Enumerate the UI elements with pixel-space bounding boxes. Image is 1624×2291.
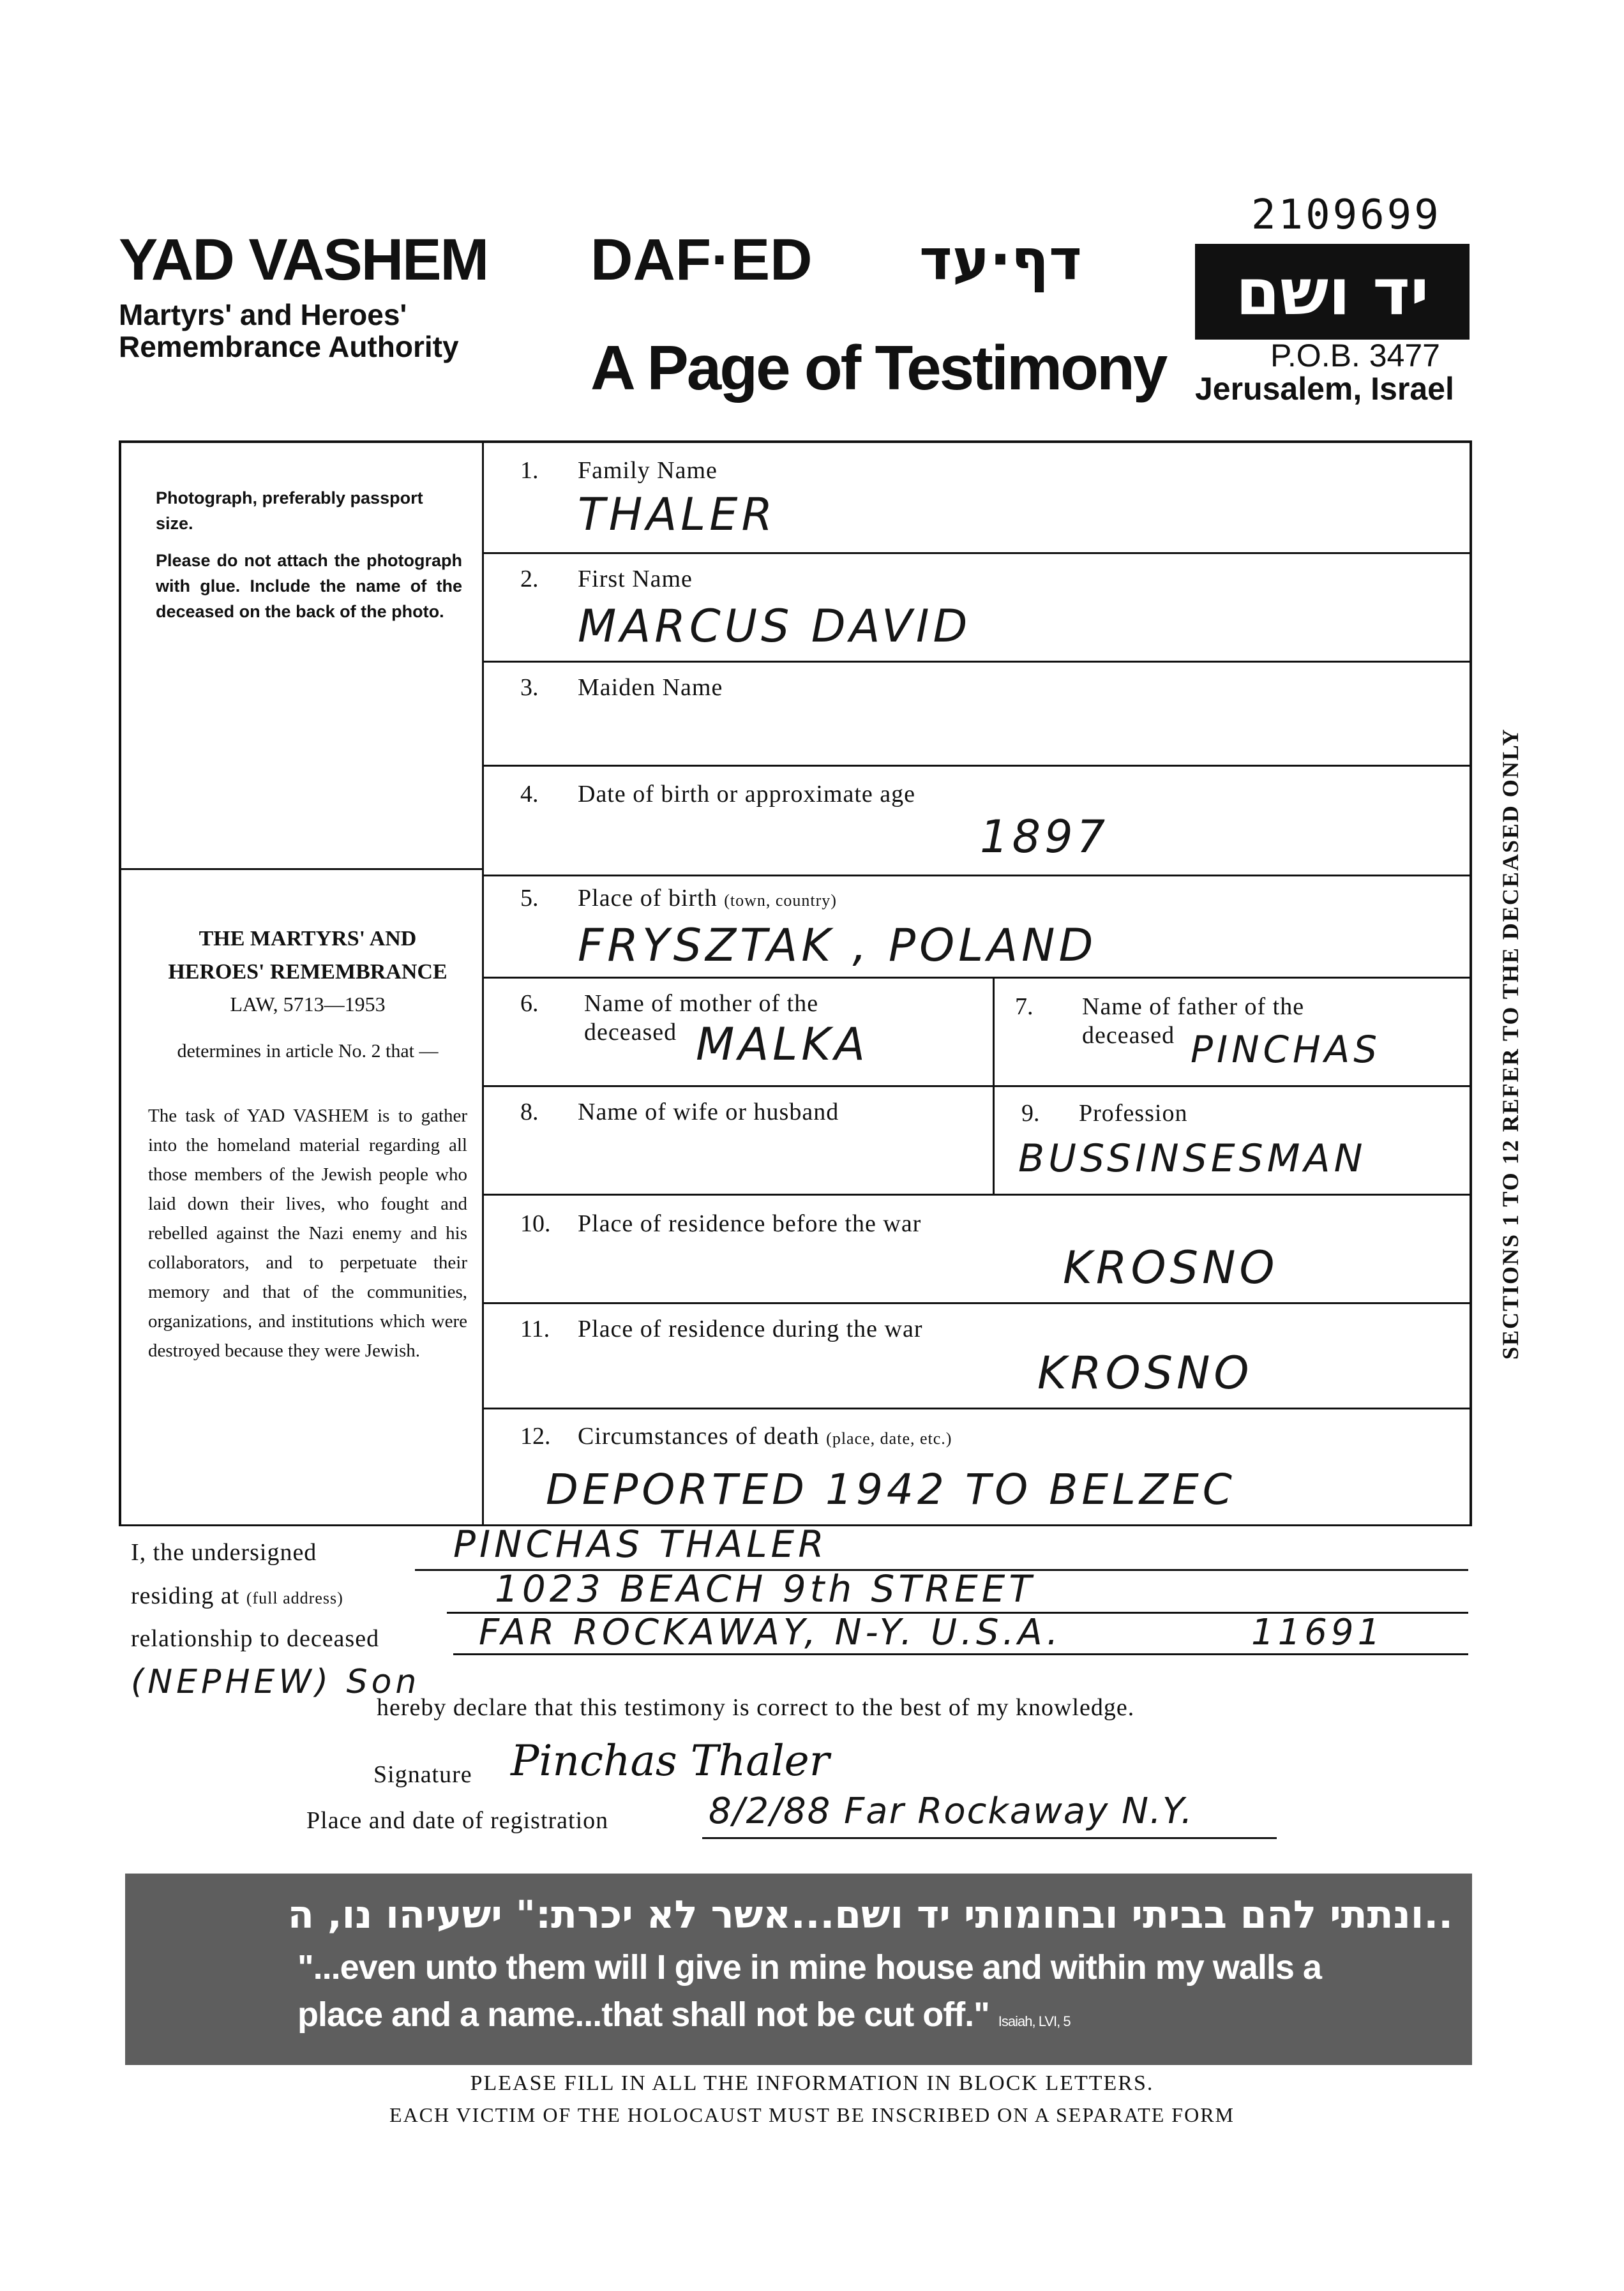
father-deceased-label: deceased — [1082, 1022, 1175, 1049]
daf-ed-title: DAF·ED — [590, 227, 813, 292]
field-11-number: 11. — [520, 1316, 550, 1342]
city: Jerusalem, Israel — [1195, 371, 1454, 407]
field-8-number: 8. — [520, 1099, 539, 1125]
mother-deceased-label: deceased — [584, 1019, 677, 1046]
quote-banner — [125, 1874, 1472, 2065]
profession-label: Profession — [1079, 1100, 1188, 1127]
place-of-birth-note: (town, country) — [724, 891, 837, 910]
field-12-number: 12. — [520, 1423, 551, 1450]
profession-value[interactable]: BUSSINSESMAN — [1018, 1136, 1367, 1181]
residing-label — [131, 1582, 343, 1610]
banner-english-quote — [297, 1944, 1383, 2045]
date-of-birth-value[interactable]: 1897 — [980, 811, 1109, 863]
residing-label-text: residing at — [131, 1582, 240, 1609]
sections-side-note: SECTIONS 1 TO 12 REFER TO THE DECEASED ONLY — [1498, 728, 1523, 1360]
mother-name-label: Name of mother of the — [584, 990, 819, 1017]
circumstances-note: (place, date, etc.) — [826, 1429, 952, 1448]
undersigned-value[interactable]: PINCHAS THALER — [453, 1522, 828, 1566]
circumstances-label — [578, 1422, 952, 1450]
footer-instruction-1: PLEASE FILL IN ALL THE INFORMATION IN BLOCK LETTERS. — [470, 2071, 1154, 2095]
field-5-number: 5. — [520, 885, 539, 912]
law-text: The task of YAD VASHEM is to gather into the homeland material regarding all those members of the Jewish people who laid down their lives, who fought and rebelled against the Nazi enemy and his collaborators, and to perpetuate their memory and that of the communities, organizations, and institutions which were destroyed because they were Jewish. — [148, 1106, 467, 1361]
maiden-name-label: Maiden Name — [578, 674, 723, 701]
field-2-number: 2. — [520, 566, 539, 592]
undersigned-label: I, the undersigned — [131, 1539, 317, 1566]
banner-reference: Isaiah, LVI, 5 — [998, 2013, 1071, 2029]
date-of-birth-label: Date of birth or approximate age — [578, 781, 915, 807]
zip-value[interactable]: 11691 — [1251, 1612, 1385, 1653]
field-7-number: 7. — [1015, 993, 1034, 1020]
registration-label: Place and date of registration — [306, 1807, 609, 1834]
org-name: YAD VASHEM — [119, 227, 488, 292]
hebrew-title: דף·עד — [919, 227, 1082, 292]
field-3-number: 3. — [520, 674, 539, 701]
father-name-label: Name of father of the — [1082, 993, 1305, 1020]
photo-instructions — [156, 485, 462, 636]
residing-value[interactable]: 1023 BEACH 9th STREET — [495, 1567, 1035, 1611]
place-of-birth-label — [578, 884, 837, 912]
residence-during-war-label: Place of residence during the war — [578, 1316, 923, 1342]
family-name-label: Family Name — [578, 457, 718, 484]
father-name-value[interactable]: PINCHAS — [1191, 1028, 1381, 1071]
address-value[interactable]: FAR ROCKAWAY, N-Y. U.S.A. — [479, 1612, 1062, 1653]
footer-instruction-2: EACH VICTIM OF THE HOLOCAUST MUST BE INSCRIBED ON A SEPARATE FORM — [389, 2103, 1235, 2126]
document-number: 2109699 — [1251, 192, 1441, 239]
place-of-birth-value[interactable]: FRYSZTAK , POLAND — [578, 919, 1097, 972]
field-4-number: 4. — [520, 781, 539, 807]
banner-english-text: "...even unto them will I give in mine house and within my walls a place and a name...that shall not be cut off." — [297, 1948, 1321, 2034]
field-6-number: 6. — [520, 990, 539, 1017]
declaration-text: hereby declare that this testimony is correct to the best of my knowledge. — [377, 1694, 1135, 1721]
first-name-label: First Name — [578, 566, 693, 592]
photo-size-note: Photograph, preferably passport size. — [156, 488, 423, 533]
field-9-number: 9. — [1021, 1100, 1040, 1127]
registration-value[interactable]: 8/2/88 Far Rockaway N.Y. — [709, 1791, 1194, 1832]
banner-hebrew-quote: ..ונתתי להם בביתי ובחומותי יד ושם...אשר לא יכרת:" ישעיהו נו, ה — [287, 1893, 1453, 1937]
circumstances-label-text: Circumstances of death — [578, 1423, 820, 1450]
relationship-value[interactable]: (NEPHEW) Son — [131, 1663, 421, 1701]
mother-name-value[interactable]: MALKA — [696, 1018, 869, 1070]
law-title: THE MARTYRS' AND HEROES' REMEMBRANCE — [168, 927, 447, 984]
residence-before-war-value[interactable]: KROSNO — [1063, 1242, 1279, 1294]
po-box: P.O.B. 3477 — [1270, 338, 1440, 373]
circumstances-value[interactable]: DEPORTED 1942 TO BELZEC — [546, 1465, 1236, 1514]
field-10-number: 10. — [520, 1210, 551, 1237]
yad-vashem-logo: יד ושם — [1195, 244, 1470, 340]
signature-label: Signature — [373, 1761, 472, 1788]
residence-before-war-label: Place of residence before the war — [578, 1210, 922, 1237]
place-of-birth-label-text: Place of birth — [578, 885, 718, 912]
residence-during-war-value[interactable]: KROSNO — [1037, 1347, 1253, 1399]
spouse-name-label: Name of wife or husband — [578, 1099, 839, 1125]
photo-glue-note: Please do not attach the photograph with glue. Include the name of the deceased on the back of the photo. — [156, 551, 462, 621]
relationship-label: relationship to deceased — [131, 1625, 380, 1652]
law-number: LAW, 5713—1953 — [230, 993, 386, 1016]
family-name-value[interactable]: THALER — [578, 488, 777, 541]
law-article: determines in article No. 2 that — — [177, 1040, 439, 1062]
page-title: A Page of Testimony — [590, 333, 1166, 403]
org-subtitle: Martyrs' and Heroes' Remembrance Authority — [119, 298, 459, 363]
field-1-number: 1. — [520, 457, 539, 484]
residing-note: (full address) — [246, 1589, 343, 1607]
signature-value[interactable]: Pinchas Thaler — [511, 1736, 830, 1785]
first-name-value[interactable]: MARCUS DAVID — [578, 600, 972, 652]
